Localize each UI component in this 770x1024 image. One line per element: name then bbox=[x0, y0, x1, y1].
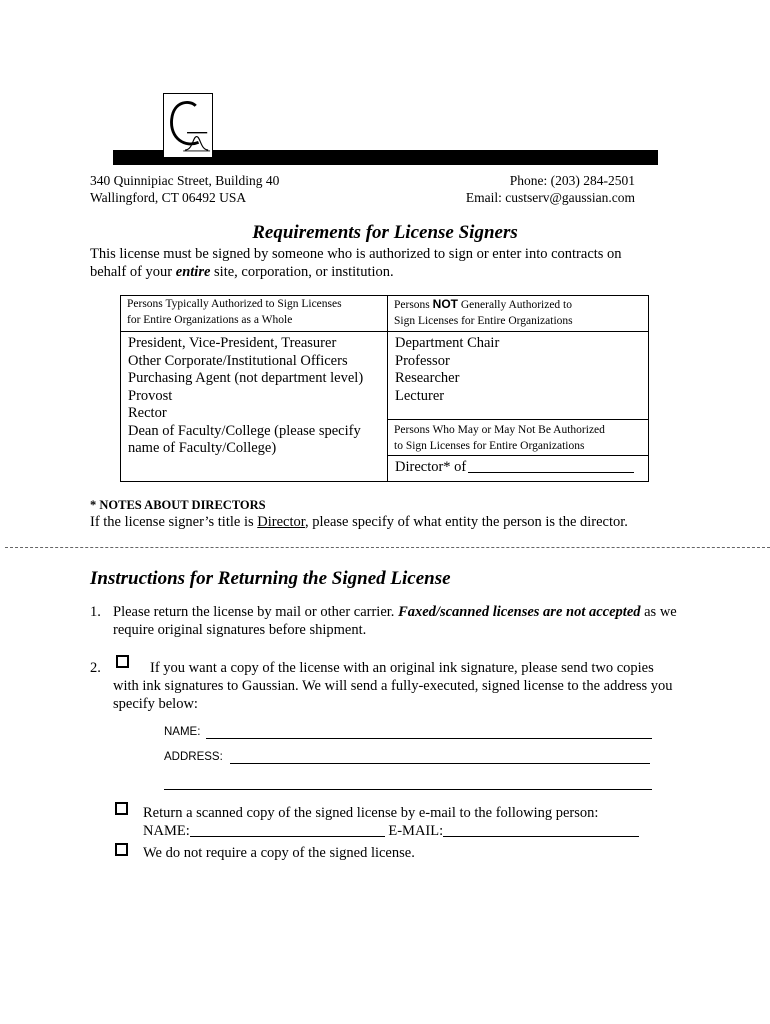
name-label: NAME: bbox=[164, 726, 201, 738]
no-copy-option: We do not require a copy of the signed license. bbox=[143, 845, 415, 861]
contact-email-label: E-MAIL: bbox=[388, 823, 444, 839]
notes-text bbox=[90, 514, 628, 531]
address-line-2: Wallingford, CT 06492 USA bbox=[90, 189, 247, 205]
address-label: ADDRESS: bbox=[164, 751, 223, 763]
phone-number: Phone: (203) 284-2501 bbox=[509, 173, 635, 188]
director-label: Director* of bbox=[395, 459, 467, 475]
list-item: Rector bbox=[128, 405, 167, 421]
list-item: Provost bbox=[128, 387, 173, 404]
maybe-authorized-header bbox=[394, 423, 605, 454]
notes-text-start: If the license signer’s title is bbox=[90, 514, 258, 530]
table-rule bbox=[387, 419, 649, 420]
dashed-separator bbox=[5, 547, 770, 548]
item1-text-end: as we require original signatures before shipment. bbox=[113, 604, 677, 638]
not-authorized-list bbox=[395, 335, 499, 405]
header-text: Generally Authorized to bbox=[458, 299, 573, 311]
list-item: Professor bbox=[395, 352, 450, 369]
instruction-item-2 bbox=[113, 659, 683, 713]
contact-email-input[interactable] bbox=[443, 823, 639, 837]
list-item: Lecturer bbox=[395, 387, 445, 404]
instructions-title: Instructions for Returning the Signed License bbox=[90, 568, 451, 589]
instruction-item-1 bbox=[113, 603, 678, 639]
maybe-header-line: to Sign Licenses for Entire Organizations bbox=[394, 439, 585, 452]
address-line-1: 340 Quinnipiac Street, Building 40 bbox=[90, 173, 280, 188]
notes-director-word: Director bbox=[257, 514, 305, 530]
maybe-header-line: Persons Who May or May Not Be Authorized bbox=[394, 424, 605, 436]
address-input-line-2[interactable] bbox=[164, 789, 652, 790]
requirements-intro bbox=[90, 245, 660, 281]
list-item: Purchasing Agent (not department level) bbox=[128, 370, 364, 386]
item-number: 1. bbox=[90, 604, 101, 620]
table-divider bbox=[387, 295, 388, 482]
scanned-copy-option: Return a scanned copy of the signed license by e-mail to the following person: bbox=[143, 805, 599, 821]
address-input[interactable] bbox=[230, 763, 650, 764]
intro-text-end: site, corporation, or institution. bbox=[210, 264, 394, 280]
intro-emphasis: entire bbox=[175, 264, 211, 280]
contact-name-label: NAME: bbox=[143, 823, 190, 839]
not-authorized-header-line: Sign Licenses for Entire Organizations bbox=[394, 314, 573, 327]
scanned-copy-contact bbox=[143, 822, 639, 840]
name-input[interactable] bbox=[206, 738, 652, 739]
gaussian-logo-icon bbox=[164, 94, 212, 157]
item2-text: If you want a copy of the license with an original ink signature, please send two copies with ink signatures to Gaussian. We will send a fully-executed, signed license to the address you specify below: bbox=[113, 660, 673, 712]
not-emphasis: NOT bbox=[432, 297, 458, 311]
contact-name-input[interactable] bbox=[190, 823, 385, 837]
no-copy-checkbox[interactable] bbox=[115, 843, 128, 856]
gaussian-logo bbox=[163, 93, 213, 158]
intro-text: This license must be signed by someone who is authorized to sign or enter into contracts on behalf of your bbox=[90, 246, 622, 280]
item1-text: Please return the license by mail or other carrier. bbox=[113, 604, 399, 620]
list-item: President, Vice-President, Treasurer bbox=[128, 335, 337, 351]
requirements-title: Requirements for License Signers bbox=[252, 222, 518, 243]
scanned-copy-checkbox[interactable] bbox=[115, 802, 128, 815]
list-item: Dean of Faculty/College (please specify name of Faculty/College) bbox=[128, 422, 361, 456]
table-rule bbox=[387, 331, 649, 332]
authorized-header-line: for Entire Organizations as a Whole bbox=[127, 313, 293, 326]
list-item: Other Corporate/Institutional Officers bbox=[128, 352, 348, 369]
item1-emphasis: Faxed/scanned licenses are not accepted bbox=[398, 604, 641, 620]
company-address bbox=[90, 173, 279, 206]
item-number: 2. bbox=[90, 660, 101, 676]
not-authorized-header bbox=[394, 297, 573, 329]
notes-title: * NOTES ABOUT DIRECTORS bbox=[90, 498, 266, 512]
company-contact bbox=[440, 173, 635, 206]
notes-text-end: , please specify of what entity the person is the director. bbox=[304, 514, 628, 530]
authorized-header bbox=[127, 297, 342, 328]
authorized-list bbox=[128, 335, 386, 458]
table-rule bbox=[387, 455, 649, 456]
list-item: Researcher bbox=[395, 370, 460, 386]
authorized-header-line: Persons Typically Authorized to Sign Licenses bbox=[127, 298, 342, 310]
email-address: Email: custserv@gaussian.com bbox=[465, 189, 635, 205]
header-text: Persons bbox=[394, 299, 433, 311]
director-input[interactable] bbox=[468, 459, 634, 473]
list-item: Department Chair bbox=[395, 335, 500, 351]
director-field bbox=[395, 459, 634, 476]
table-rule bbox=[120, 331, 388, 332]
